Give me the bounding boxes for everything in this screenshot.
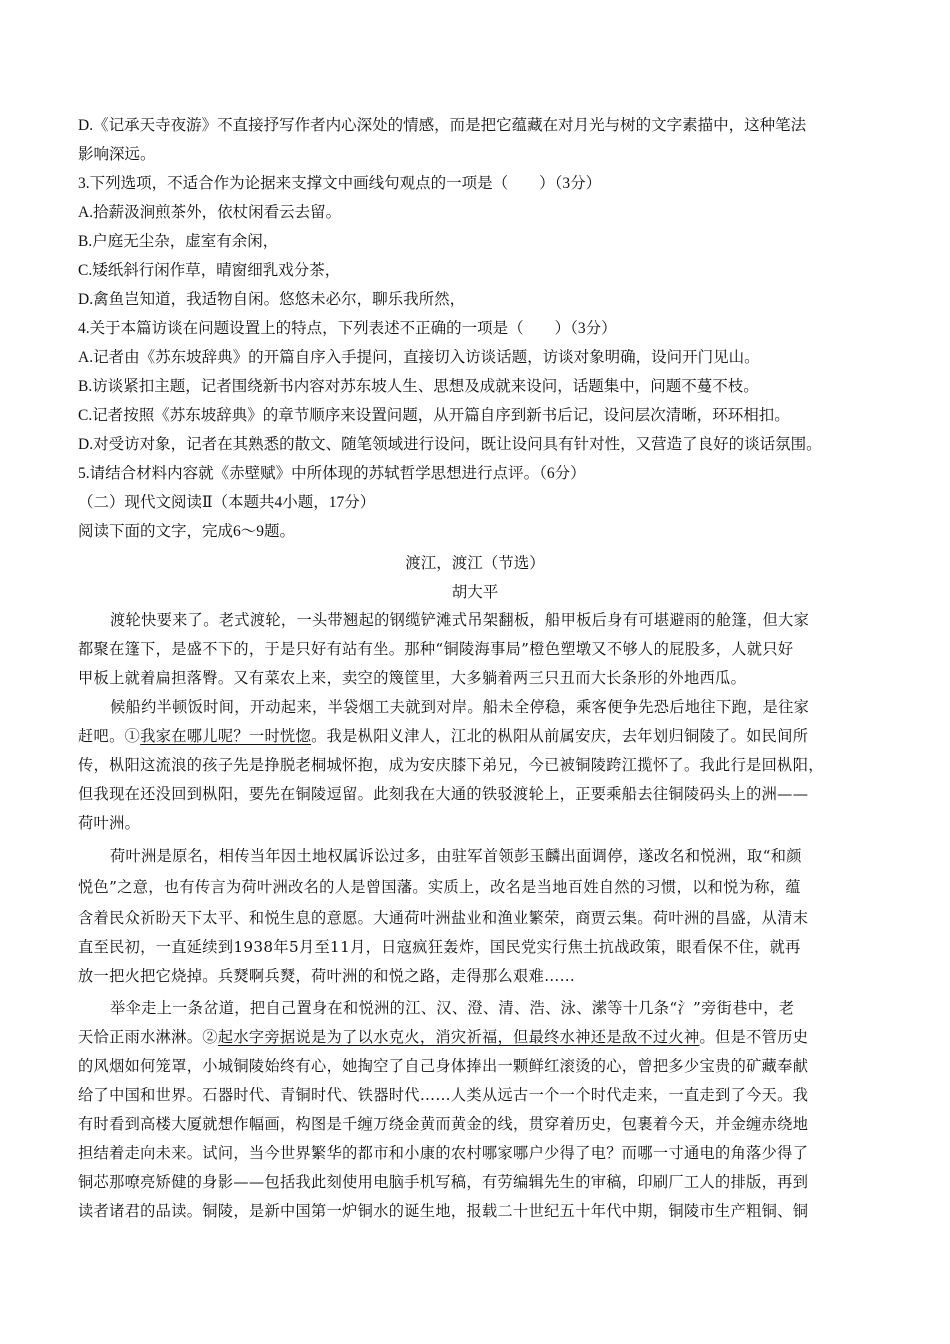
reading-instruction: 阅读下面的文字，完成6～9题。: [78, 523, 296, 540]
paragraph-2-line: [78, 726, 808, 746]
passage-title: 渡江，渡江（节选）: [405, 554, 545, 572]
question-3-option-d: D.禽鱼岂知道，我适物自闲。悠悠未必尔，聊乐我所然，: [78, 291, 466, 308]
text-segment: 。我是枞阳义津人，江北的枞阳从前属安庆，去年划归铜陵了。如民间所: [311, 727, 809, 745]
question-4-option-c: C.记者按照《苏东坡辞典》的章节顺序来设置问题，从开篇自序到新书后记，设问层次清晰，环环相扣。: [78, 407, 790, 424]
paragraph-3-line: 悦色”之意，也有传言为荷叶洲改名的人是曾国藩。实质上，改名是当地百姓自然的习惯，以和悦为称，蕴: [78, 878, 801, 896]
paragraph-1-line: 都聚在篷下，是盛不下的，于是只好有站有坐。那种“铜陵海事局”橙色塑墩又不够人的屁股多，人就只好: [78, 640, 794, 658]
question-3-option-c: C.矮纸斜行闲作草，晴窗细乳戏分茶，: [78, 262, 341, 279]
question-3-option-b: B.户庭无尘杂，虚室有余闲，: [78, 233, 279, 250]
paragraph-4-line: [78, 1027, 808, 1047]
paragraph-4-line: 担结着走向未来。试问，当今世界繁华的都市和小康的农村哪家哪户少得了电？而哪一寸通电的角落少得了: [78, 1144, 809, 1162]
text-segment: 天恰正雨水淋淋。②: [78, 1028, 218, 1046]
text-segment: 赶吧。①: [78, 727, 141, 745]
text-segment: 。但是不管历史: [699, 1028, 809, 1046]
underlined-sentence-2: 起水字旁据说是为了以水克火，消灾祈福，但最终水神还是敌不过火神: [217, 1028, 700, 1046]
paragraph-2-line: 荷叶洲。: [78, 814, 141, 832]
question-4-option-a: A.记者由《苏东坡辞典》的开篇自序入手提问，直接切入访谈话题，访谈对象明确，设问开门见山。: [78, 349, 760, 366]
question-5: 5.请结合材料内容就《赤壁赋》中所体现的苏轼哲学思想进行点评。（6分）: [78, 465, 586, 482]
section-heading: （二）现代文阅读Ⅱ（本题共4小题，17分）: [78, 494, 376, 511]
option-d-line1: D.《记承天寺夜游》不直接抒写作者内心深处的情感，而是把它蕴藏在对月光与树的文字素描中，这种笔法: [78, 117, 807, 134]
paragraph-2-line: 但我现在还没回到枞阳，要先在铜陵逗留。此刻我在大通的铁驳渡轮上，正要乘船去往铜陵码头上的洲——: [78, 785, 809, 803]
question-4-option-b: B.访谈紧扣主题，记者围绕新书内容对苏东坡人生、思想及成就来设问，话题集中，问题不蔓不枝。: [78, 378, 759, 395]
question-3-option-a: A.拾薪汲涧煎茶外，依杖闲看云去留。: [78, 204, 342, 221]
question-4-option-d: D.对受访对象，记者在其熟悉的散文、随笔领域进行设问，既让设问具有针对性，又营造了良好的谈话氛围。: [78, 436, 822, 453]
paragraph-4-line: 举伞走上一条岔道，把自己置身在和悦洲的江、汉、澄、清、浩、泳、潆等十几条“氵”旁街巷中，老: [110, 999, 795, 1017]
underlined-sentence-1: 我家在哪儿呢？一时恍惚: [140, 727, 312, 745]
paragraph-3-line: 直至民初，一直延续到1938年5月至11月，日寇疯狂轰炸，国民党实行焦土抗战政策，眼看保不住，就再: [78, 938, 801, 956]
paragraph-2-line: 候船约半顿饭时间，开动起来，半袋烟工夫就到对岸。船未全停稳，乘客便争先恐后地往下跑，是往家: [110, 698, 810, 716]
passage-author: 胡大平: [451, 583, 499, 601]
paragraph-4-line: 的风烟如何笼罩，小城铜陵始终有心，她掏空了自己身体捧出一颗鲜红滚烫的心，曾把多少宝贵的矿藏奉献: [78, 1057, 809, 1075]
paragraph-1-line: 渡轮快要来了。老式渡轮，一头带翘起的钢缆铲滩式吊架翻板，船甲板后身有可堪避雨的舱篷，但大家: [110, 611, 810, 629]
paragraph-4-line: 给了中国和世界。石器时代、青铜时代、铁器时代……人类从远古一个一个时代走来，一直走到了今天。我: [78, 1086, 809, 1104]
paragraph-3-line: 放一把火把它烧掉。兵燹啊兵燹，荷叶洲的和悦之路，走得那么艰难……: [78, 967, 576, 985]
paragraph-3-line: 含着民众祈盼天下太平、和悦生息的意愿。大通荷叶洲盐业和渔业繁荣，商贾云集。荷叶洲的昌盛，从清末: [78, 909, 809, 927]
paragraph-4-line: 有时看到高楼大厦就想作幅画，构图是千缠万绕金黄而黄金的线，贯穿着历史，包裹着今天，并金缠赤绕地: [78, 1115, 809, 1133]
question-3: 3.下列选项，不适合作为论据来支撑文中画线句观点的一项是（ ）（3分）: [78, 175, 602, 192]
question-4: 4.关于本篇访谈在问题设置上的特点，下列表述不正确的一项是（ ）（3分）: [78, 320, 617, 337]
paragraph-4-line: 读者诸君的品读。铜陵，是新中国第一炉铜水的诞生地，报载二十世纪五十年代中期，铜陵市生产粗铜、铜: [78, 1202, 809, 1220]
option-d-line2: 影响深远。: [78, 146, 156, 163]
paragraph-2-line: 传，枞阳这流浪的孩子先是挣脱老桐城怀抱，成为安庆膝下弟兄，今已被铜陵跨江揽怀了。我此行是回枞阳，: [78, 756, 824, 774]
paragraph-4-line: 铜芯那嘹亮矫健的身影——包括我此刻使用电脑手机写稿，有劳编辑先生的审稿，印刷厂工人的排版，再到: [78, 1173, 809, 1191]
paragraph-3-line: 荷叶洲是原名，相传当年因土地权属诉讼过多，由驻军首领彭玉麟出面调停，遂改名和悦洲，取“和颜: [110, 847, 802, 865]
paragraph-1-line: 甲板上就着扁担落臀。又有菜农上来，卖空的篾筐里，大多躺着两三只丑而大长条形的外地西瓜。: [78, 669, 747, 687]
